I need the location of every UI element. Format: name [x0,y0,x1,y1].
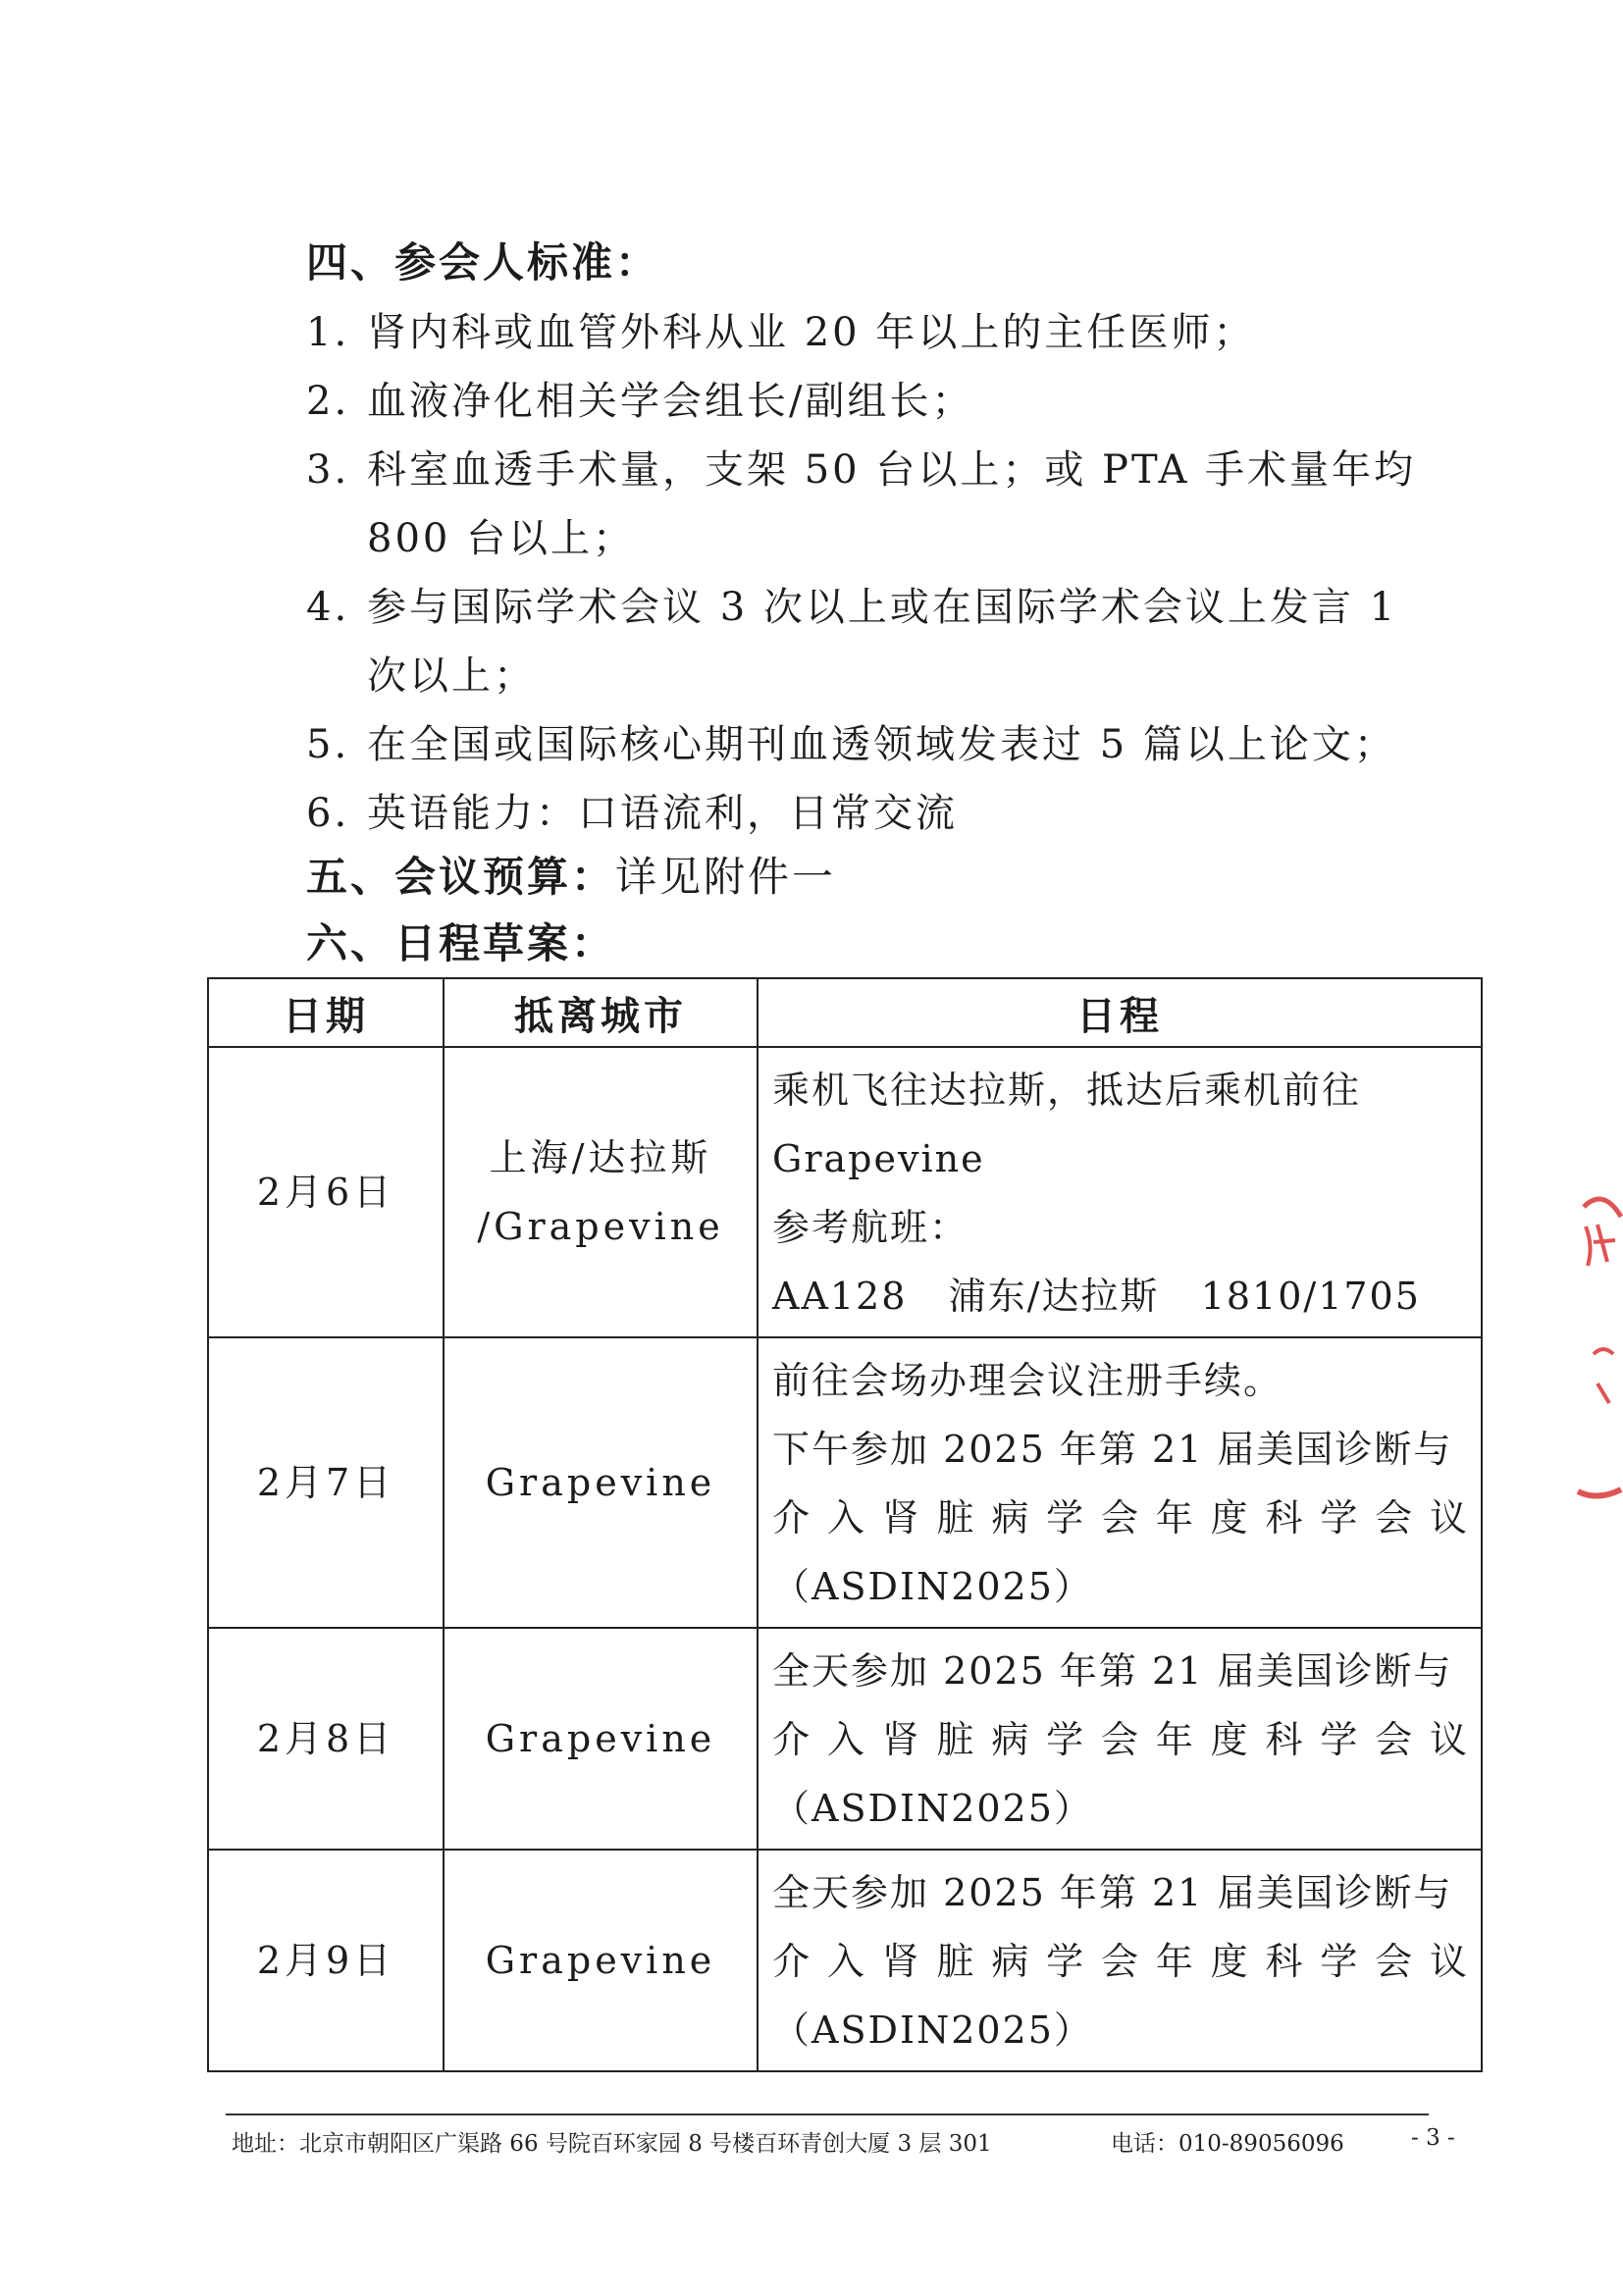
schedule-cell [758,1047,1482,1337]
header-date: 日期 [208,978,444,1047]
flight-line: AA128 浦东/达拉斯 1810/1705 [772,1275,1421,1318]
date-cell: 2月8日 [208,1628,444,1850]
city-cell [444,1850,758,2071]
schedule-line: 全天参加 2025 年第 21 届美国诊断与 [772,1649,1453,1693]
criteria-number: 2. [306,379,350,424]
schedule-line: （ASDIN2025） [772,1565,1093,1608]
section6-heading: 六、日程草案： [306,919,616,967]
date-cell: 2月9日 [208,1850,444,2071]
criteria-text: 科室血透手术量，支架 50 台以上；或 PTA 手术量年均 800 台以上； [367,447,1417,561]
criteria-text: 英语能力：口语流利，日常交流 [367,791,958,836]
footer-divider [226,2113,1429,2115]
criteria-number: 1. [306,310,350,355]
section5-title: 五、会议预算： [306,853,616,901]
section5-detail: 详见附件一 [615,853,837,901]
table-header-row [208,978,1482,1047]
page-number: - 3 - [1411,2125,1455,2151]
schedule-line: 全天参加 2025 年第 21 届美国诊断与 [772,1871,1453,1914]
header-city: 抵离城市 [444,978,758,1047]
date-cell: 2月6日 [208,1047,444,1337]
table-row [208,1850,1482,2071]
schedule-cell [758,1850,1482,2071]
city-line: /Grapevine [477,1205,724,1248]
schedule-line: 介入肾脏病学会年度科学会议 [772,1940,1469,1983]
city-cell [444,1047,758,1337]
criteria-text: 参与国际学术会议 3 次以上或在国际学术会议上发言 1 次以上； [367,585,1398,699]
footer-phone: 电话：010-89056096 [1111,2131,1344,2157]
table-row [208,1047,1482,1337]
city-cell [444,1337,758,1628]
schedule-line: 下午参加 2025 年第 21 届美国诊断与 [772,1428,1453,1471]
table-row [208,1337,1482,1628]
criteria-number: 6. [306,791,350,836]
city-line: Grapevine [485,1717,716,1760]
header-schedule: 日程 [758,978,1482,1047]
schedule-line: （ASDIN2025） [772,2009,1093,2052]
schedule-table [207,977,1483,2072]
section5-heading [306,848,836,907]
schedule-line: 乘机飞往达拉斯，抵达后乘机前往 [772,1069,1362,1112]
criteria-number: 3. [306,447,350,493]
table-row [208,1628,1482,1850]
schedule-cell [758,1337,1482,1628]
city-line: 上海/达拉斯 [489,1136,712,1179]
criteria-text: 在全国或国际核心期刊血透领域发表过 5 篇以上论文； [367,722,1396,767]
criteria-text: 肾内科或血管外科从业 20 年以上的主任医师； [367,310,1256,355]
schedule-line: 参考航班： [772,1206,969,1249]
city-line: Grapevine [485,1461,716,1504]
criteria-number: 4. [306,585,350,630]
seal-stamp-fragment [1564,1177,1623,1531]
schedule-line: Grapevine [772,1137,985,1180]
section4-heading: 四、参会人标准： [306,238,660,287]
footer-address: 地址：北京市朝阳区广渠路 66 号院百环家园 8 号楼百环青创大厦 3 层 301 [232,2131,992,2157]
schedule-line: 介入肾脏病学会年度科学会议 [772,1496,1469,1539]
schedule-line: 介入肾脏病学会年度科学会议 [772,1718,1469,1761]
criteria-number: 5. [306,722,350,767]
schedule-cell [758,1628,1482,1850]
criteria-text: 血液净化相关学会组长/副组长； [367,379,974,424]
city-line: Grapevine [485,1939,716,1982]
schedule-line: （ASDIN2025） [772,1787,1093,1830]
city-cell [444,1628,758,1850]
schedule-line: 前往会场办理会议注册手续。 [772,1359,1283,1402]
date-cell: 2月7日 [208,1337,444,1628]
